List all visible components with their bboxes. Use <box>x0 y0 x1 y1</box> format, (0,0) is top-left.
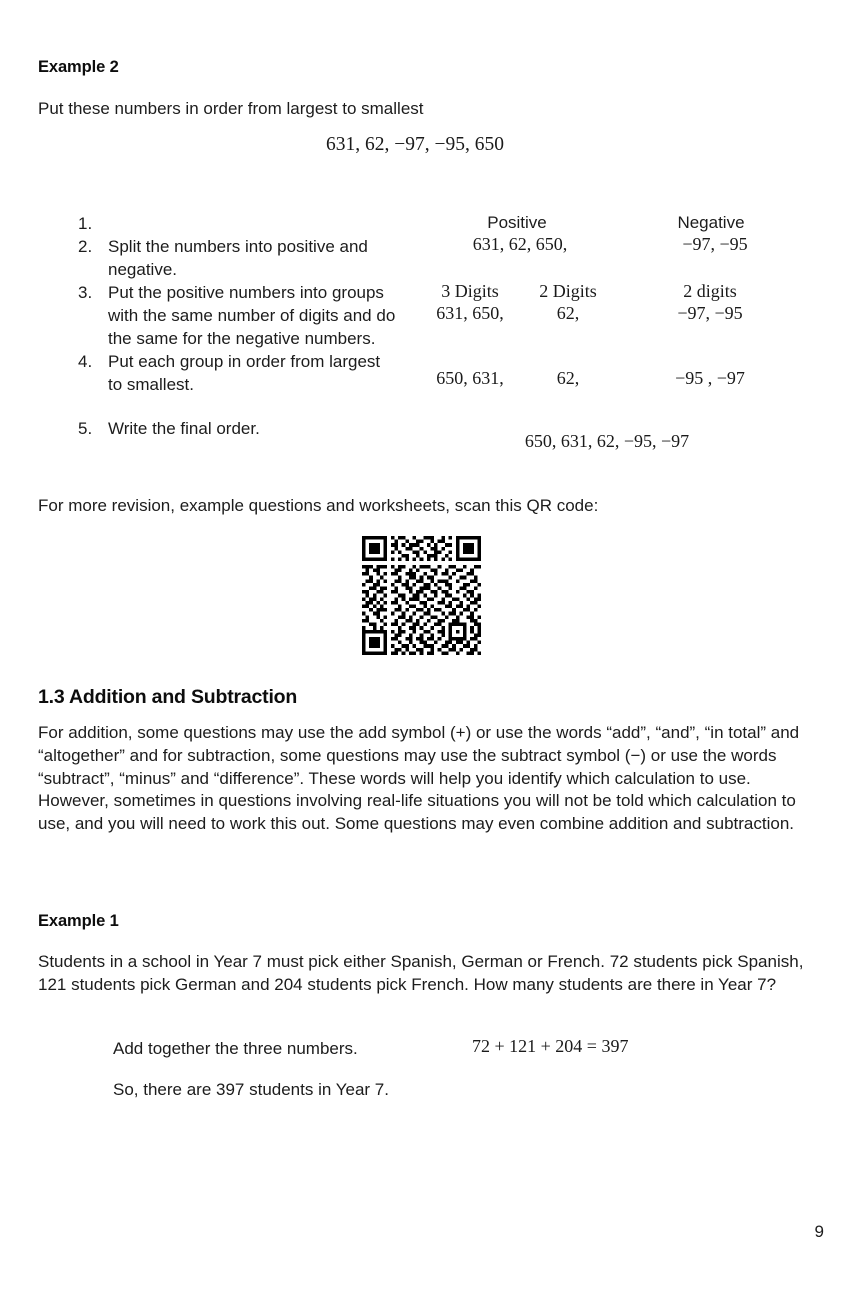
step-number: 1. <box>78 214 93 233</box>
group-label-3-digits: 3 Digits <box>441 281 499 301</box>
example-1-step-label: Add together the three numbers. <box>113 1039 358 1058</box>
step-number: 5. <box>78 419 93 438</box>
final-order-value: 650, 631, 62, −95, −97 <box>524 431 690 451</box>
step-number: 2. <box>78 237 93 256</box>
step-text: Put each group in order from largest to smallest. <box>108 352 381 394</box>
column-header-negative: Negative <box>677 213 745 232</box>
step-item-1 <box>78 212 408 235</box>
group-value-negative: −97, −95 <box>677 303 743 323</box>
step-text: Put the positive numbers into groups with the same number of digits and do the same for the negative numbers. <box>108 283 396 348</box>
step-item-3 <box>78 281 408 350</box>
example-2-prompt: Put these numbers in order from largest to smallest <box>38 99 424 118</box>
group-label-2-digits-negative: 2 digits <box>683 281 737 301</box>
page-number: 9 <box>814 1222 824 1241</box>
split-positive-values: 631, 62, 650, <box>472 234 568 254</box>
step-number: 4. <box>78 352 93 371</box>
ordered-value-2-digits: 62, <box>556 368 580 388</box>
column-header-positive: Positive <box>487 213 547 232</box>
ordered-value-3-digits: 650, 631, <box>436 368 504 388</box>
group-value-3-digits: 631, 650, <box>436 303 504 323</box>
example-1-equation: 72 + 121 + 204 = 397 <box>472 1036 629 1056</box>
qr-code <box>362 536 481 655</box>
split-negative-values: −97, −95 <box>682 234 748 254</box>
example-2-numbers: 631, 62, −97, −95, 650 <box>326 134 504 155</box>
qr-caption: For more revision, example questions and worksheets, scan this QR code: <box>38 496 599 515</box>
ordered-value-negative: −95 , −97 <box>675 368 745 388</box>
example-1-question: Students in a school in Year 7 must pick either Spanish, German or French. 72 students pick Spanish, 121 students pick German and 204 students pick French. How many students are there in Year 7? <box>38 952 804 994</box>
group-value-2-digits: 62, <box>556 303 580 323</box>
section-1-3-heading: 1.3 Addition and Subtraction <box>38 686 298 708</box>
example-1-heading: Example 1 <box>38 912 119 930</box>
step-item-5 <box>78 417 408 440</box>
step-item-4 <box>78 350 408 396</box>
step-number: 3. <box>78 283 93 302</box>
example-2-heading: Example 2 <box>38 58 119 76</box>
example-1-conclusion: So, there are 397 students in Year 7. <box>113 1080 389 1099</box>
step-text: Split the numbers into positive and negative. <box>108 237 368 279</box>
step-item-2 <box>78 235 408 281</box>
example-2-steps <box>78 212 408 440</box>
section-1-3-paragraph: For addition, some questions may use the add symbol (+) or use the words “add”, “and”, “in total” and “altogether” and for subtraction, some questions may use the subtract symbol (−) or use the words “subtract”, “minus” and “difference”. These words will help you identify which calculation to use. However, sometimes in questions involving real-life situations you will not be told which calculation to use, and you will need to work this out. Some questions may even combine addition and subtraction. <box>38 723 800 834</box>
group-label-2-digits: 2 Digits <box>539 281 597 301</box>
step-text: Write the final order. <box>108 419 260 438</box>
